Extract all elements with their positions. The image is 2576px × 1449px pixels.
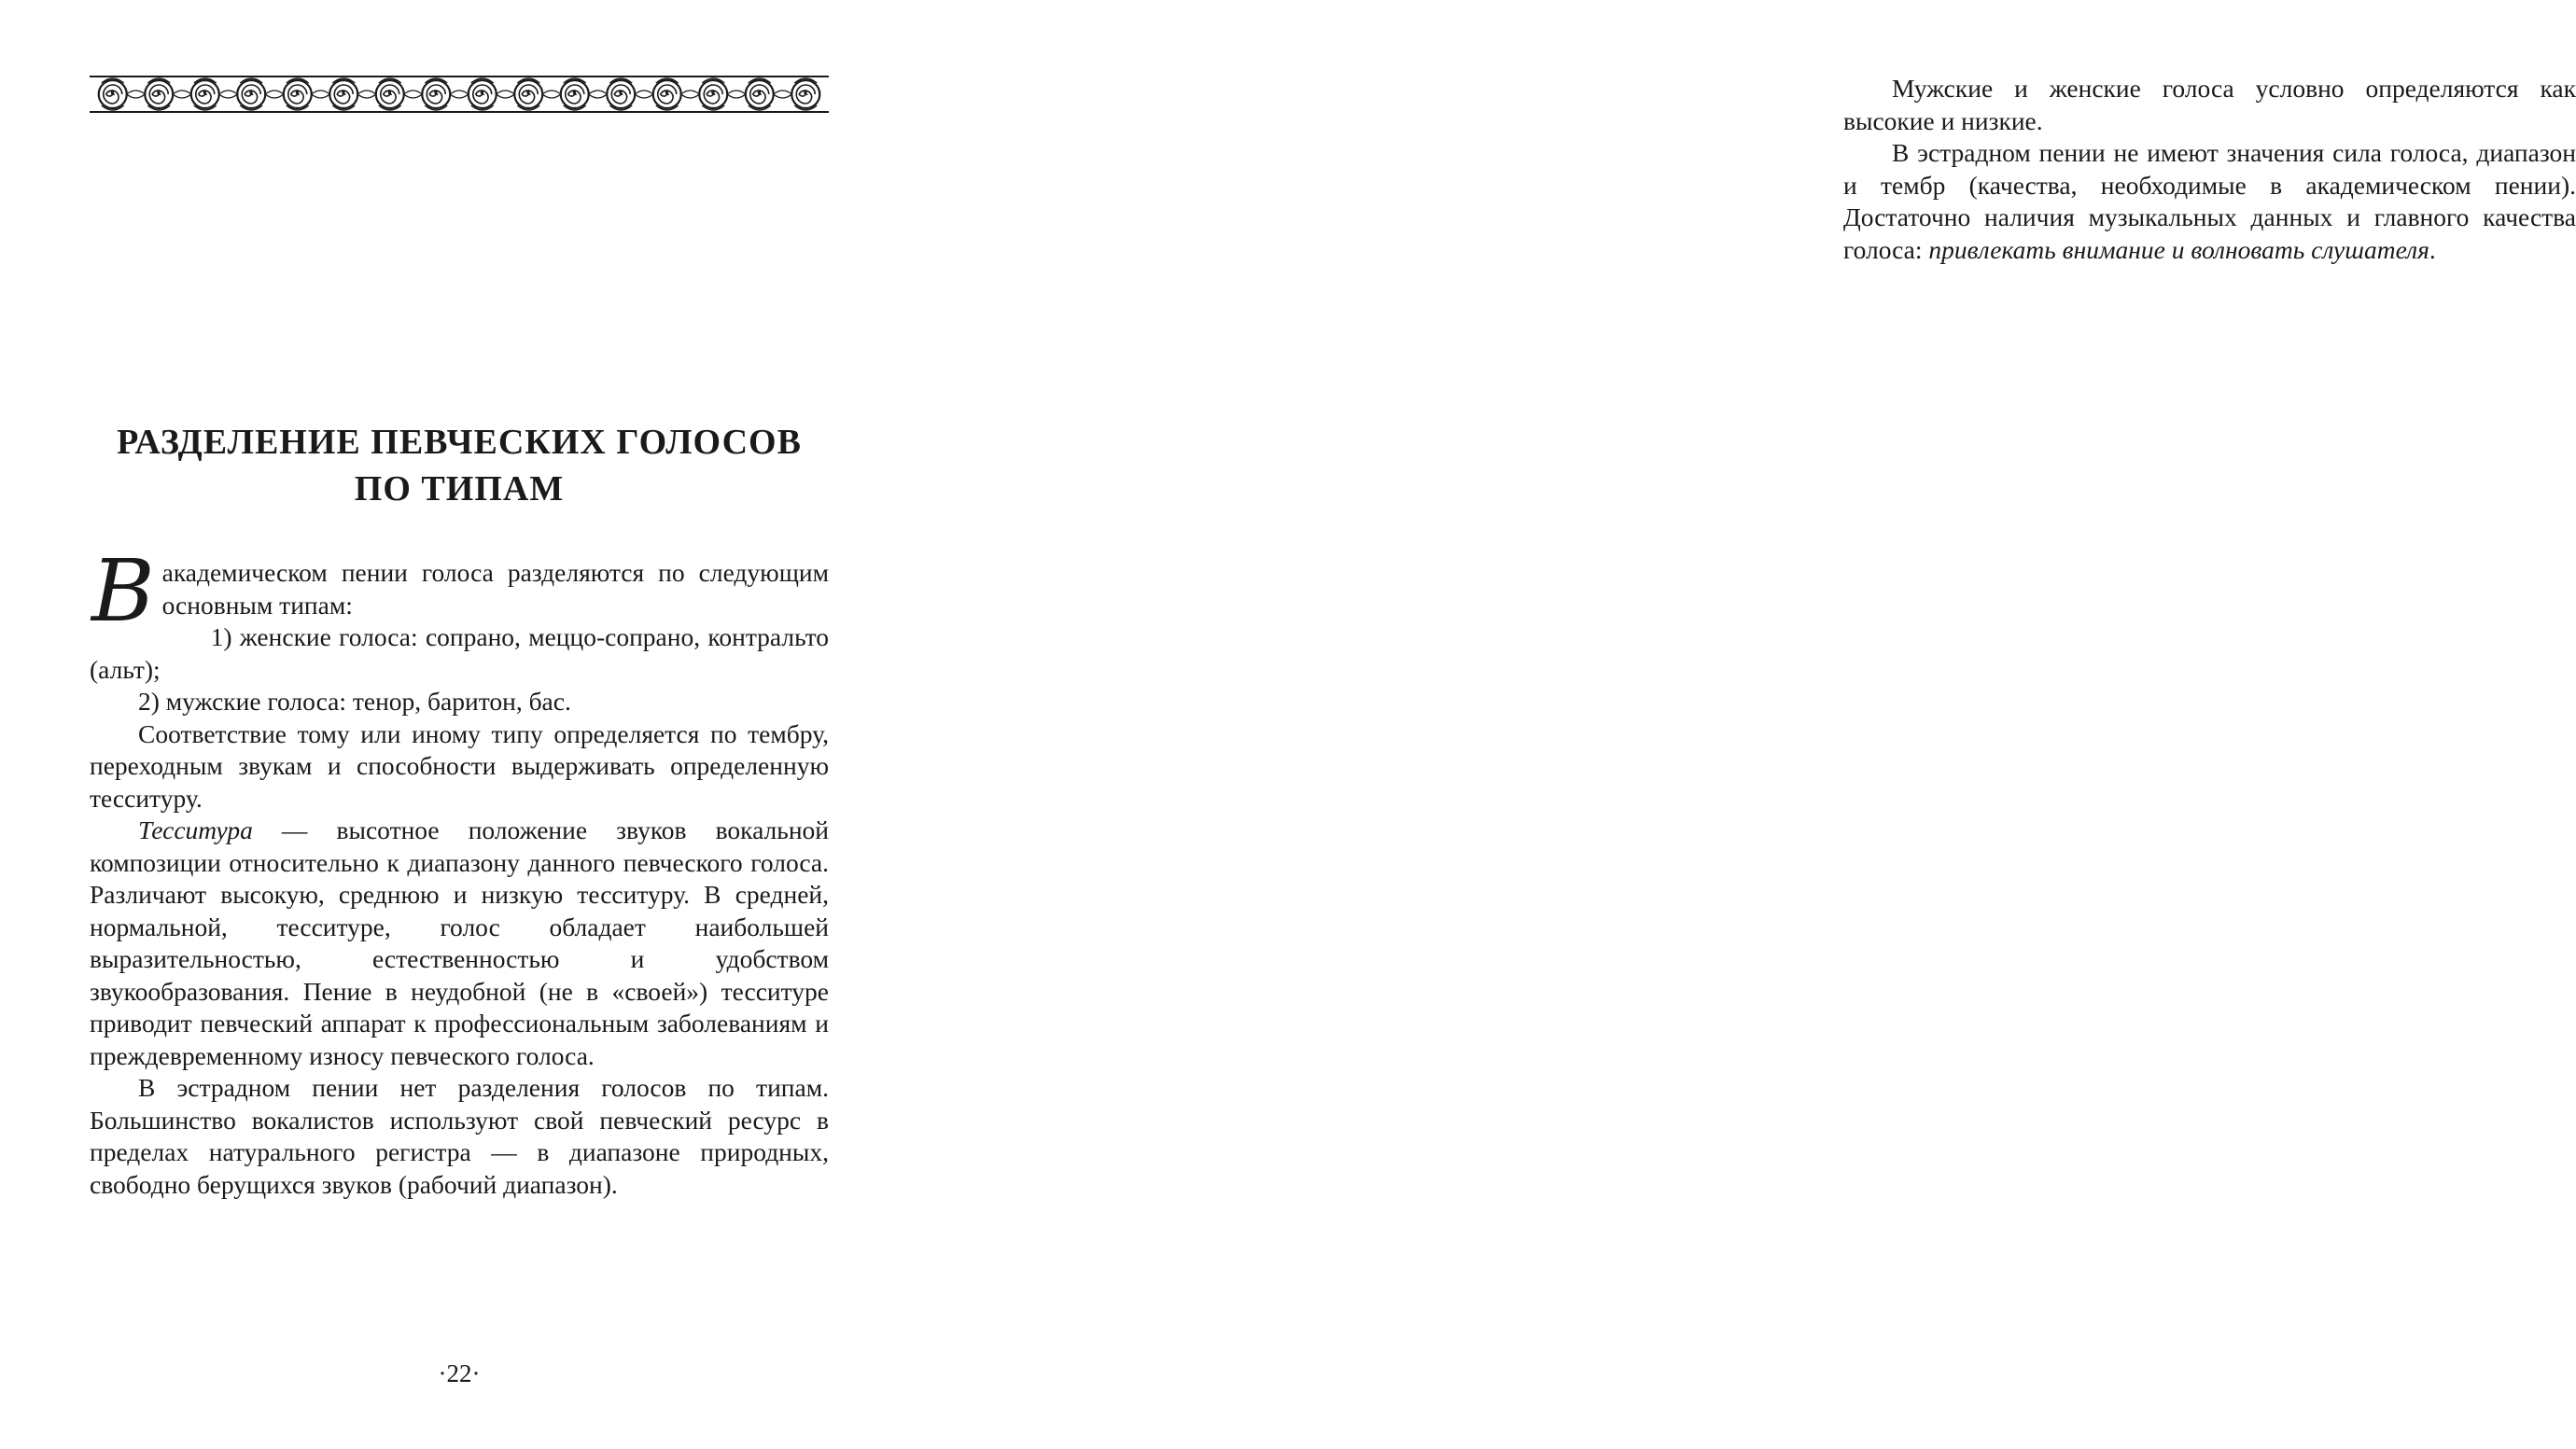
ornament-scroll [99, 78, 146, 110]
ornament-scroll [607, 78, 653, 110]
paragraph-tessitura-text: — высотное положение звуков вокальной композиции относительно к диапазону данного певческого голоса. Различают высокую, среднюю и низкую тесситуру. В средней, нормальной, тесситуре, голос обладает наибольшей выразительностью, естественностью и удобством звукообразования. Пение в неудобной (не в «своей») тесситуре приводит певческий аппарат к профессиональным заболеваниям и преждевременному износу певческого голоса. [90, 815, 829, 1070]
paragraph-estrada-types: В эстрадном пении нет разделения голосов по типам. Большинство вокалистов используют свой певческий ресурс в пределах натурального регистра — в диапазоне природных, свободно берущихся звуков (рабочий диапазон). [90, 1073, 829, 1199]
emphasis-attract-attention: привлекать внимание и волновать слушателя [1928, 234, 2429, 264]
ornament-scroll [422, 78, 469, 110]
ornament-scroll [237, 78, 284, 110]
ornament-svg [90, 73, 829, 116]
right-page [882, 0, 2576, 1449]
ornament-scroll [145, 78, 191, 110]
paragraph-estrada-quality-text: В эстрадном пении не имеют значения сила голоса, диапазон и тембр (качества, необходимые в академическом пении). Достаточно наличия музыкальных данных и главного качества голоса: [1843, 138, 2576, 264]
paragraph-female-voices: 1) женские голоса: сопрано, меццо-сопрано, контральто (альт); [90, 622, 829, 684]
ornament-scroll [699, 78, 746, 110]
drop-cap: В [91, 541, 155, 641]
paragraph-tessitura [90, 815, 829, 1072]
paragraph-intro [90, 541, 829, 641]
paragraph-estrada-quality-end: . [2429, 234, 2436, 264]
ornament-scroll [791, 78, 819, 110]
ornament-scroll [561, 78, 608, 110]
paragraph-high-low: Мужские и женские голоса условно определяются как высокие и низкие. [1843, 74, 2576, 135]
ornament-border [90, 73, 829, 116]
paragraph-estrada-quality [1843, 137, 2576, 266]
left-page [0, 0, 882, 1449]
section-heading [90, 419, 829, 512]
page-number: ·22· [438, 1359, 481, 1387]
paragraph-correspondence: Соответствие тому или иному типу определяется по тембру, переходным звукам и способности выдерживать определенную тесситуру. [90, 718, 829, 813]
ornament-scroll [329, 78, 376, 110]
paragraph-intro-text: академическом пении голоса разделяются по следующим основным типам: [161, 558, 829, 620]
ornament-scroll [191, 78, 238, 110]
ornament-scroll [376, 78, 423, 110]
ornament-scroll [469, 78, 515, 110]
ornament-scroll [746, 78, 792, 110]
paragraph-male-voices: 2) мужские голоса: тенор, баритон, бас. [138, 687, 571, 716]
term-tessitura: Тесситура [138, 815, 253, 844]
heading-line-2: ПО ТИПАМ [354, 469, 565, 509]
heading-line-1: РАЗДЕЛЕНИЕ ПЕВЧЕСКИХ ГОЛОСОВ [117, 423, 802, 463]
right-body-text [1843, 73, 2576, 266]
ornament-scroll [653, 78, 700, 110]
left-body-text [90, 541, 829, 1201]
ornament-scroll [514, 78, 561, 110]
ornament-scroll [284, 78, 330, 110]
